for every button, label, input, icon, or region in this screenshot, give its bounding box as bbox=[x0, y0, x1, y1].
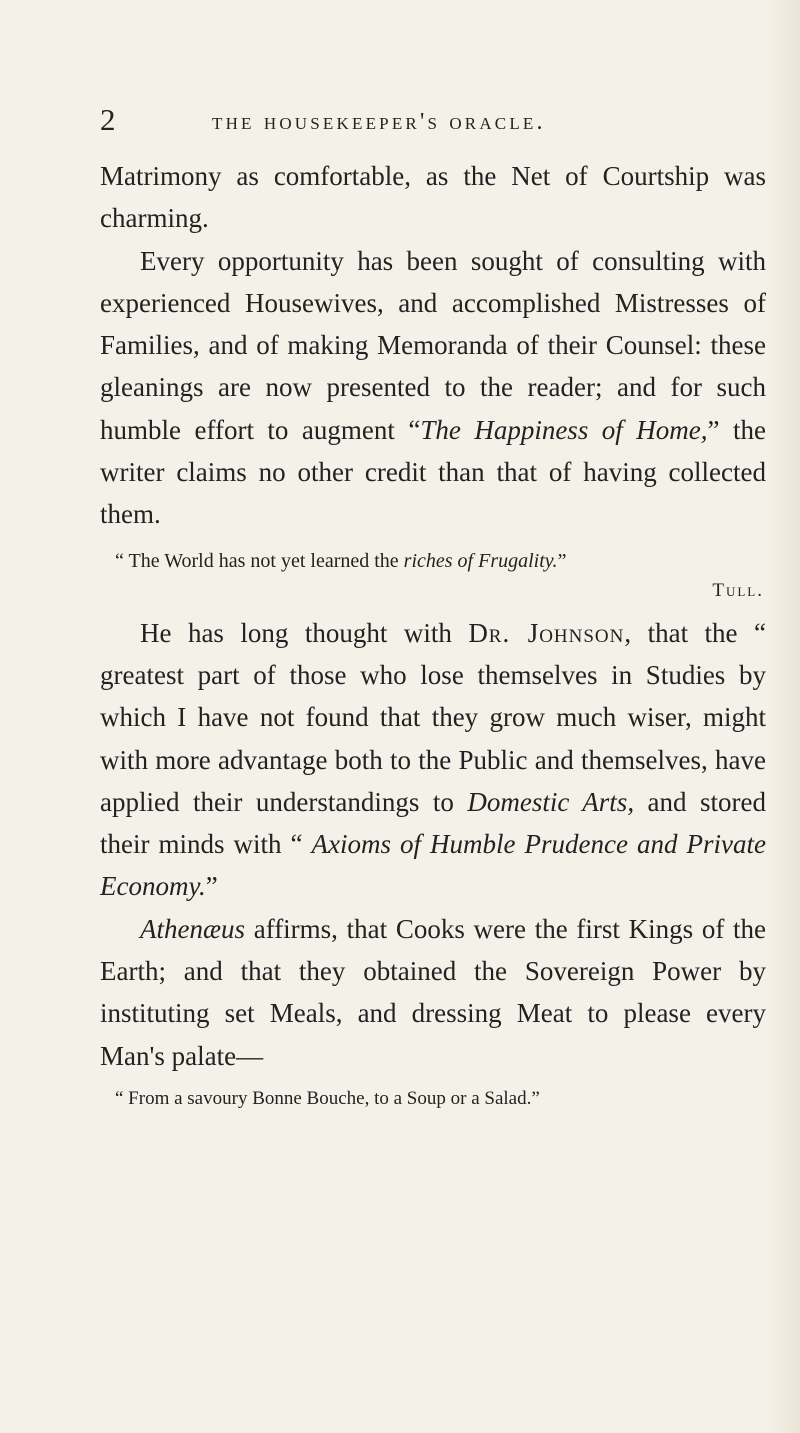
quote-text: “ The World has not yet learned the bbox=[115, 549, 404, 572]
closing-quote: “ From a savoury Bonne Bouche, to a Soup or a Salad.” bbox=[115, 1087, 540, 1109]
running-title: the housekeeper's oracle. bbox=[212, 109, 546, 135]
page-body bbox=[100, 155, 766, 1115]
italic-name: Athenæus bbox=[140, 913, 245, 944]
quote-italic: riches of Frugality. bbox=[403, 549, 558, 572]
paragraph-text: He has long thought with bbox=[140, 617, 469, 648]
italic-title: The Happiness of Home, bbox=[420, 414, 708, 445]
quote-attribution: Tull. bbox=[712, 579, 764, 601]
italic-phrase: Axioms of Humble Prudence and Private Economy. bbox=[100, 829, 766, 902]
italic-phrase: Domestic Arts, bbox=[467, 786, 635, 817]
paragraph-text: Matrimony as comfortable, as the Net of Courtship was charming. bbox=[100, 161, 766, 234]
paragraph-text: , that the “ greatest part of those who lose themselves in Studies by which I have not found that they grow much wiser, might with more advantage both to the Public and themselves, have applied their understandings to bbox=[100, 617, 766, 817]
paragraph-text: ” the writer claims no other credit than that of having collected them. bbox=[100, 414, 766, 530]
paragraph-text: Every opportunity has been sought of consulting with experienced Housewives, and accomplished Mistresses of Families, and of making Memoranda of their Counsel: these gleanings are now presented to the reader; and for such humble effort to augment “ bbox=[100, 245, 766, 445]
paragraph-text: ” bbox=[205, 871, 218, 902]
paragraph-johnson bbox=[100, 612, 766, 908]
paragraph-opportunity bbox=[100, 240, 766, 536]
page-edge-shadow bbox=[768, 0, 800, 1433]
paragraph-text: affirms, that Cooks were the first Kings of the Earth; and that they obtained the Sovereign Power by instituting set Meals, and dressing Meat to please every Man's palate— bbox=[100, 913, 766, 1071]
page-header bbox=[100, 100, 780, 140]
paragraph-matrimony bbox=[100, 155, 766, 240]
page-number: 2 bbox=[100, 102, 116, 137]
paragraph-text: and stored their minds with “ bbox=[100, 786, 767, 860]
quote-close: ” bbox=[557, 549, 567, 572]
paragraph-athenaeus bbox=[100, 908, 766, 1077]
author-name: Dr. Johnson bbox=[468, 617, 625, 648]
block-quote bbox=[100, 546, 766, 576]
